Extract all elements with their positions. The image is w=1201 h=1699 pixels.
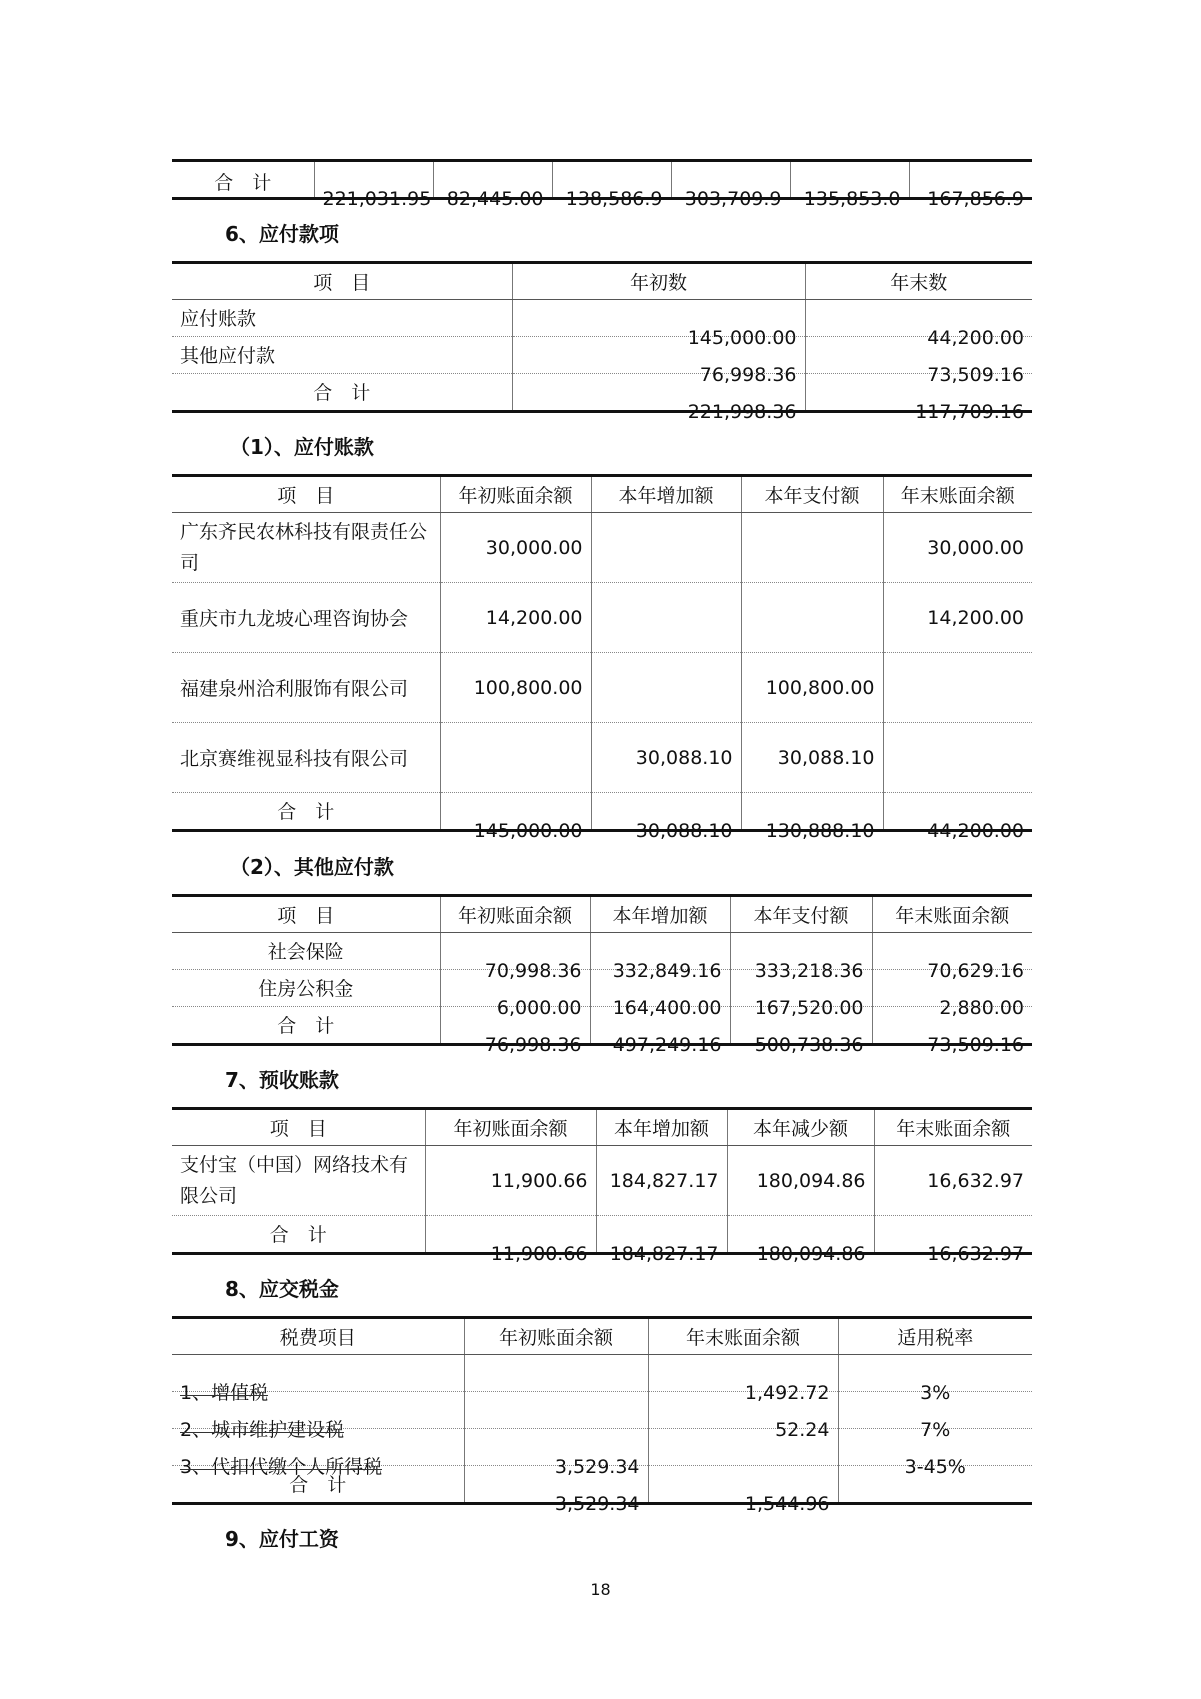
cell-value: 30,088.10 [591,723,741,793]
payables-table [172,261,1032,423]
cell-value: 221,998.36 [512,374,805,412]
row-name: 其他应付款 [172,337,512,374]
cell-value: 180,094.86 [727,1146,874,1216]
cell-value: 184,827.17 [596,1146,727,1216]
row-name: 住房公积金 [172,970,440,1007]
cell-value: 500,738.36 [730,1007,872,1045]
column-header: 年末账面余额 [648,1318,838,1355]
cell-value: 184,827.17 [596,1216,727,1254]
cell-value: 70,629.16 [872,933,1032,970]
cell-value [883,653,1032,723]
cell-value: 1,544.96 [648,1466,838,1504]
cell-value [591,653,741,723]
table-row [172,970,1032,1007]
row-name: 合 计 [172,793,440,831]
cell-value: 2,880.00 [872,970,1032,1007]
column-header: 项 目 [172,476,440,513]
cell-value: 76,998.36 [440,1007,590,1045]
accounts-payable-table [172,474,1032,842]
column-header: 本年增加额 [591,476,741,513]
cell-value [591,583,741,653]
cell-value [883,723,1032,793]
cell-value: 117,709.16 [805,374,1032,412]
table-row [172,1216,1032,1254]
taxes-payable-table [172,1316,1032,1515]
row-name: 2、城市维护建设税 [172,1392,464,1429]
cell-value: 11,900.66 [425,1146,596,1216]
cell-value: 14,200.00 [440,583,591,653]
table-row [172,374,1032,412]
column-header: 本年减少额 [727,1109,874,1146]
row-name: 3、代扣代缴个人所得税 [172,1429,464,1466]
section-title: 8、应交税金 [225,1277,339,1301]
cell-value: 14,200.00 [883,583,1032,653]
table-row [172,1146,1032,1216]
other-payables-table [172,894,1032,1056]
column-header: 税费项目 [172,1318,464,1355]
cell-value: 1,492.72 [648,1355,838,1392]
table-row [172,583,1032,653]
cell-value: 167,520.00 [730,970,872,1007]
row-name: 福建泉州洽利服饰有限公司 [172,653,440,723]
cell-value: 30,000.00 [883,513,1032,583]
row-name: 支付宝（中国）网络技术有限公司 [172,1146,425,1216]
cell-value: 7% [838,1392,1032,1429]
column-header: 年末账面余额 [874,1109,1032,1146]
cell-value: 3,529.34 [464,1466,648,1504]
row-name: 应付账款 [172,300,512,337]
table-row [172,337,1032,374]
cell-value: 100,800.00 [741,653,883,723]
table-row [172,933,1032,970]
top-total-table [172,159,1032,210]
total-label: 合 计 [172,161,314,199]
cell-value: 30,088.10 [591,793,741,831]
cell-value: 11,900.66 [425,1216,596,1254]
cell-value: 6,000.00 [440,970,590,1007]
cell-value: 76,998.36 [512,337,805,374]
cell-value: 30,000.00 [440,513,591,583]
row-name: 北京赛维视显科技有限公司 [172,723,440,793]
column-header: 年初账面余额 [440,476,591,513]
cell-value [440,723,591,793]
cell-value [741,583,883,653]
total-value: 138,586.9 [552,161,671,199]
row-name: 广东齐民农林科技有限责任公司 [172,513,440,583]
column-header: 项 目 [172,896,440,933]
cell-value: 3,529.34 [464,1429,648,1466]
advance-receipts-table [172,1107,1032,1265]
row-name: 社会保险 [172,933,440,970]
column-header: 本年支付额 [741,476,883,513]
cell-value: 333,218.36 [730,933,872,970]
section-title: 7、预收账款 [225,1068,339,1092]
row-name: 1、增值税 [172,1355,464,1392]
cell-value: 145,000.00 [512,300,805,337]
total-value: 167,856.9 [909,161,1032,199]
cell-value: 30,088.10 [741,723,883,793]
page-number: 18 [590,1580,611,1599]
section-title: 9、应付工资 [225,1527,339,1551]
row-name: 合 计 [172,1466,464,1504]
cell-value: 145,000.00 [440,793,591,831]
table-row [172,1355,1032,1392]
column-header: 年末账面余额 [872,896,1032,933]
cell-value: 332,849.16 [590,933,730,970]
table-row [172,653,1032,723]
table-row [172,793,1032,831]
total-value: 135,853.0 [790,161,909,199]
cell-value: 73,509.16 [805,337,1032,374]
cell-value [464,1355,648,1392]
column-header: 年末数 [805,263,1032,300]
cell-value: 16,632.97 [874,1146,1032,1216]
cell-value: 16,632.97 [874,1216,1032,1254]
cell-value: 497,249.16 [590,1007,730,1045]
cell-value: 44,200.00 [883,793,1032,831]
cell-value: 130,888.10 [741,793,883,831]
section-title: 6、应付款项 [225,222,339,246]
column-header: 年初账面余额 [464,1318,648,1355]
column-header: 本年增加额 [590,896,730,933]
cell-value [591,513,741,583]
cell-value: 180,094.86 [727,1216,874,1254]
column-header: 年初数 [512,263,805,300]
cell-value: 52.24 [648,1392,838,1429]
cell-value: 73,509.16 [872,1007,1032,1045]
table-row [172,723,1032,793]
cell-value: 70,998.36 [440,933,590,970]
row-name: 合 计 [172,1007,440,1045]
column-header: 适用税率 [838,1318,1032,1355]
column-header: 年初账面余额 [425,1109,596,1146]
column-header: 年末账面余额 [883,476,1032,513]
column-header: 项 目 [172,263,512,300]
cell-value [741,513,883,583]
row-name: 重庆市九龙坡心理咨询协会 [172,583,440,653]
total-value: 303,709.9 [671,161,790,199]
column-header: 年初账面余额 [440,896,590,933]
cell-value: 100,800.00 [440,653,591,723]
section-title: （2）、其他应付款 [230,855,394,879]
table-row [172,1392,1032,1429]
row-name: 合 计 [172,374,512,412]
cell-value: 164,400.00 [590,970,730,1007]
section-title: （1）、应付账款 [230,435,374,459]
column-header: 项 目 [172,1109,425,1146]
cell-value [464,1392,648,1429]
table-row [172,300,1032,337]
column-header: 本年支付额 [730,896,872,933]
cell-value: 3% [838,1355,1032,1392]
table-row [172,513,1032,583]
total-value: 221,031.95 [314,161,433,199]
total-value: 82,445.00 [433,161,552,199]
table-row [172,1007,1032,1045]
column-header: 本年增加额 [596,1109,727,1146]
cell-value: 44,200.00 [805,300,1032,337]
cell-value: 3-45% [838,1429,1032,1466]
row-name: 合 计 [172,1216,425,1254]
